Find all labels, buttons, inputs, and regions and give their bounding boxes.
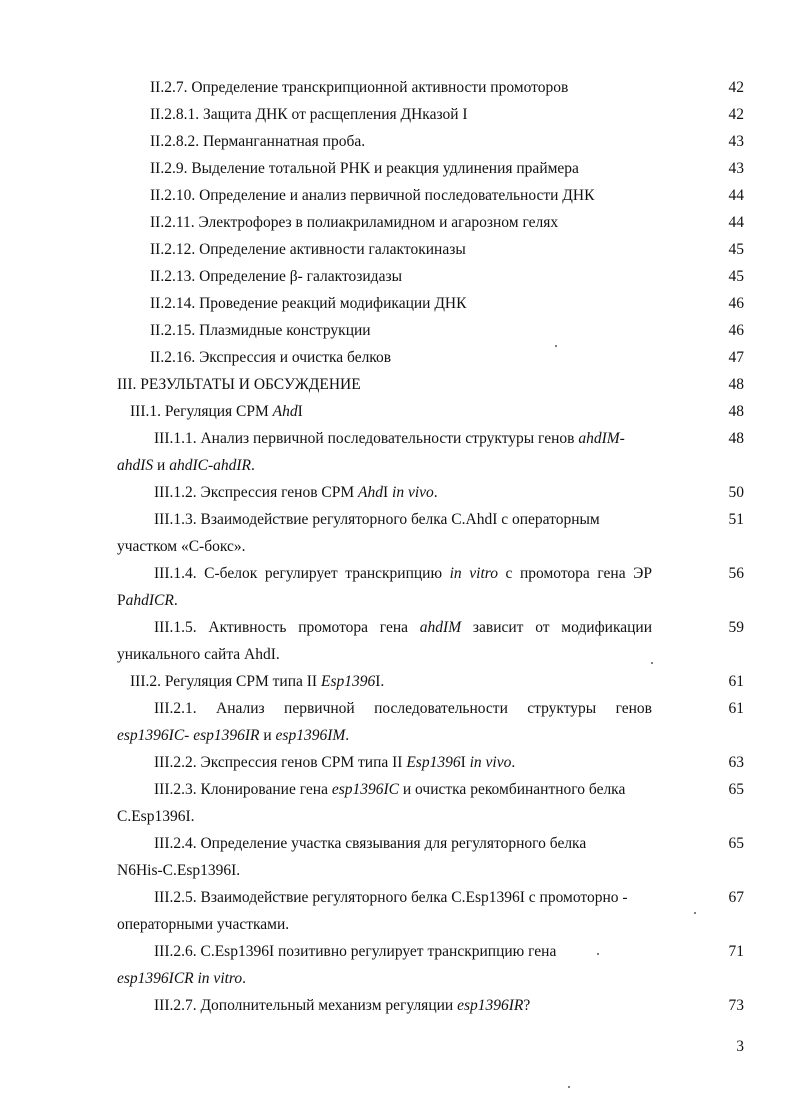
toc-page-number: 45 <box>728 241 744 258</box>
toc-text: операторными участками. <box>117 916 290 933</box>
toc-entry <box>117 830 652 884</box>
toc-text: III.2. Регуляция СРМ типа II <box>130 673 321 690</box>
toc-text: участком «С-бокс». <box>117 538 246 555</box>
toc-text: с промотора гена ЭР <box>497 565 653 582</box>
toc-text: ? <box>523 997 531 1014</box>
toc-page-number: 45 <box>728 268 744 285</box>
toc-entry <box>117 749 652 776</box>
toc-entry-title: II.2.12. Определение активности галактокиназы <box>150 241 466 258</box>
toc-entry <box>117 614 652 668</box>
toc-entry <box>117 560 652 614</box>
toc-entry <box>117 506 652 560</box>
toc-italic-text: Ahd <box>272 403 298 420</box>
scan-speck <box>568 1086 570 1088</box>
toc-subsection-heading <box>130 398 690 425</box>
toc-page-number: 61 <box>728 673 744 690</box>
toc-entry <box>150 74 680 101</box>
toc-italic-text: in vivo <box>392 484 434 501</box>
toc-text: III.1.1. Анализ первичной последовательности структуры генов <box>154 430 579 447</box>
toc-text: III.2.5. Взаимодействие регуляторного белка C.Esp1396I с промоторно - <box>154 889 628 906</box>
toc-text: III.2.6. C.Esp1396I позитивно регулирует транскрипцию гена <box>154 943 557 960</box>
toc-text: III.1.4. С-белок регулирует транскрипцию <box>154 565 450 582</box>
toc-entry-title: II.2.11. Электрофорез в полиакриламидном и агарозном гелях <box>150 214 559 231</box>
toc-page-number: 59 <box>728 619 744 636</box>
toc-text: III.2.4. Определение участка связывания для регуляторного белка <box>154 835 587 852</box>
toc-entry-title: II.2.14. Проведение реакций модификации ДНК <box>150 295 467 312</box>
toc-text: I <box>382 484 393 501</box>
toc-text: и <box>153 457 170 474</box>
toc-text: . <box>242 970 247 987</box>
toc-page-number: 65 <box>728 835 744 852</box>
toc-text: . <box>251 457 255 474</box>
toc-entry <box>150 236 680 263</box>
toc-page-number: 50 <box>728 484 744 501</box>
toc-italic-text: ahdIM <box>419 619 462 636</box>
scan-speck <box>555 345 557 347</box>
toc-page-number: 51 <box>728 511 744 528</box>
toc-entry-title: II.2.8.1. Защита ДНК от расщепления ДНказой I <box>150 106 468 123</box>
toc-page-number: 67 <box>728 889 744 906</box>
toc-page-number: 65 <box>728 781 744 798</box>
toc-page-number: 44 <box>728 187 744 204</box>
toc-entry-title: II.2.13. Определение β- галактозидазы <box>150 268 402 285</box>
toc-page-number: 42 <box>728 106 744 123</box>
toc-entry <box>117 479 652 506</box>
toc-entry <box>150 290 680 317</box>
toc-entry <box>117 992 652 1019</box>
toc-entry <box>150 344 680 371</box>
toc-text: и <box>259 727 276 744</box>
toc-page-number: 48 <box>728 430 744 447</box>
toc-text: уникального сайта AhdI. <box>117 646 280 663</box>
toc-italic-text: esp1396ICR in vitro <box>117 970 243 987</box>
toc-text: III.2.3. Клонирование гена <box>154 781 332 798</box>
toc-page-number: 63 <box>728 754 744 771</box>
toc-text: C.Esp1396I. <box>117 808 195 825</box>
toc-entry <box>150 209 680 236</box>
toc-subsection-heading <box>130 668 690 695</box>
scan-speck <box>597 953 599 955</box>
toc-italic-text: Esp1396 <box>320 673 376 690</box>
toc-entry-title: II.2.16. Экспрессия и очистка белков <box>150 349 392 366</box>
toc-italic-text: Esp1396 <box>406 754 461 771</box>
toc-text: зависит от модификации <box>461 619 653 636</box>
toc-entry <box>117 938 652 992</box>
toc-text: . <box>433 484 438 501</box>
toc-entry <box>150 317 680 344</box>
toc-entry-title: II.2.10. Определение и анализ первичной последовательности ДНК <box>150 187 595 204</box>
toc-text: и очистка рекомбинантного белка <box>399 781 626 798</box>
toc-page-number: 56 <box>728 565 744 582</box>
toc-page-number: 48 <box>728 376 744 393</box>
toc-text: . <box>345 727 350 744</box>
toc-italic-text: esp1396IC <box>331 781 399 798</box>
toc-italic-text: esp1396IC- esp1396IR <box>117 727 260 744</box>
toc-entry-title: II.2.7. Определение транскрипционной активности промоторов <box>150 79 569 96</box>
toc-entry-title: II.2.15. Плазмидные конструкции <box>150 322 371 339</box>
toc-entry-title: II.2.8.2. Перманганнатная проба. <box>150 133 366 150</box>
toc-page-number: 44 <box>728 214 744 231</box>
toc-text: III.2.7. Дополнительный механизм регуляции <box>154 997 458 1014</box>
toc-italic-text: ahdIM-ahdIS <box>117 430 625 474</box>
page-number: 3 <box>736 1038 744 1055</box>
toc-italic-text: esp1396IM <box>275 727 346 744</box>
toc-entry <box>150 128 680 155</box>
scan-speck <box>651 662 653 664</box>
toc-page-number: 42 <box>728 79 744 96</box>
toc-text: III.1.5. Активность промотора гена <box>154 619 420 636</box>
toc-entry <box>150 101 680 128</box>
toc-entry <box>117 425 652 479</box>
toc-text: . <box>511 754 516 771</box>
toc-section-title: III. РЕЗУЛЬТАТЫ И ОБСУЖДЕНИЕ <box>117 376 361 393</box>
toc-page-number: 71 <box>728 943 744 960</box>
toc-italic-text: ahdIC-ahdIR <box>169 457 252 474</box>
toc-entry <box>117 776 652 830</box>
toc-text: . <box>173 592 178 609</box>
toc-entry <box>117 884 652 938</box>
scan-speck <box>694 912 696 914</box>
toc-text: I. <box>375 673 385 690</box>
toc-text: P <box>117 592 126 609</box>
toc-italic-text: in vitro <box>449 565 498 582</box>
toc-text: III.2.2. Экспрессия генов СРМ типа II <box>154 754 407 771</box>
toc-entry <box>150 155 680 182</box>
toc-page-number: 48 <box>728 403 744 420</box>
toc-italic-text: in vivo <box>469 754 512 771</box>
toc-entry <box>117 695 652 749</box>
toc-page-number: 46 <box>728 295 744 312</box>
toc-section-heading <box>117 371 677 398</box>
toc-page-number: 61 <box>728 700 744 717</box>
toc-text: III.1. Регуляция СРМ <box>130 403 273 420</box>
toc-page-number: 46 <box>728 322 744 339</box>
toc-italic-text: Ahd <box>358 484 383 501</box>
toc-page-number: 43 <box>728 160 744 177</box>
toc-italic-text: esp1396IR <box>457 997 524 1014</box>
toc-text: III.2.1. Анализ первичной последовательности структуры генов <box>154 700 652 717</box>
toc-page-number: 73 <box>728 997 744 1014</box>
toc-entry <box>150 182 680 209</box>
toc-text: III.1.2. Экспрессия генов СРМ <box>154 484 358 501</box>
toc-entry <box>150 263 680 290</box>
toc-text: III.1.3. Взаимодействие регуляторного белка C.AhdI с операторным <box>154 511 600 528</box>
toc-entry-title: II.2.9. Выделение тотальной РНК и реакция удлинения праймера <box>150 160 579 177</box>
toc-text: I <box>460 754 470 771</box>
toc-page-number: 43 <box>728 133 744 150</box>
toc-italic-text: ahdICR <box>125 592 174 609</box>
toc-text: I <box>297 403 303 420</box>
toc-page-number: 47 <box>728 349 744 366</box>
toc-text: N6His-C.Esp1396I. <box>117 862 241 879</box>
